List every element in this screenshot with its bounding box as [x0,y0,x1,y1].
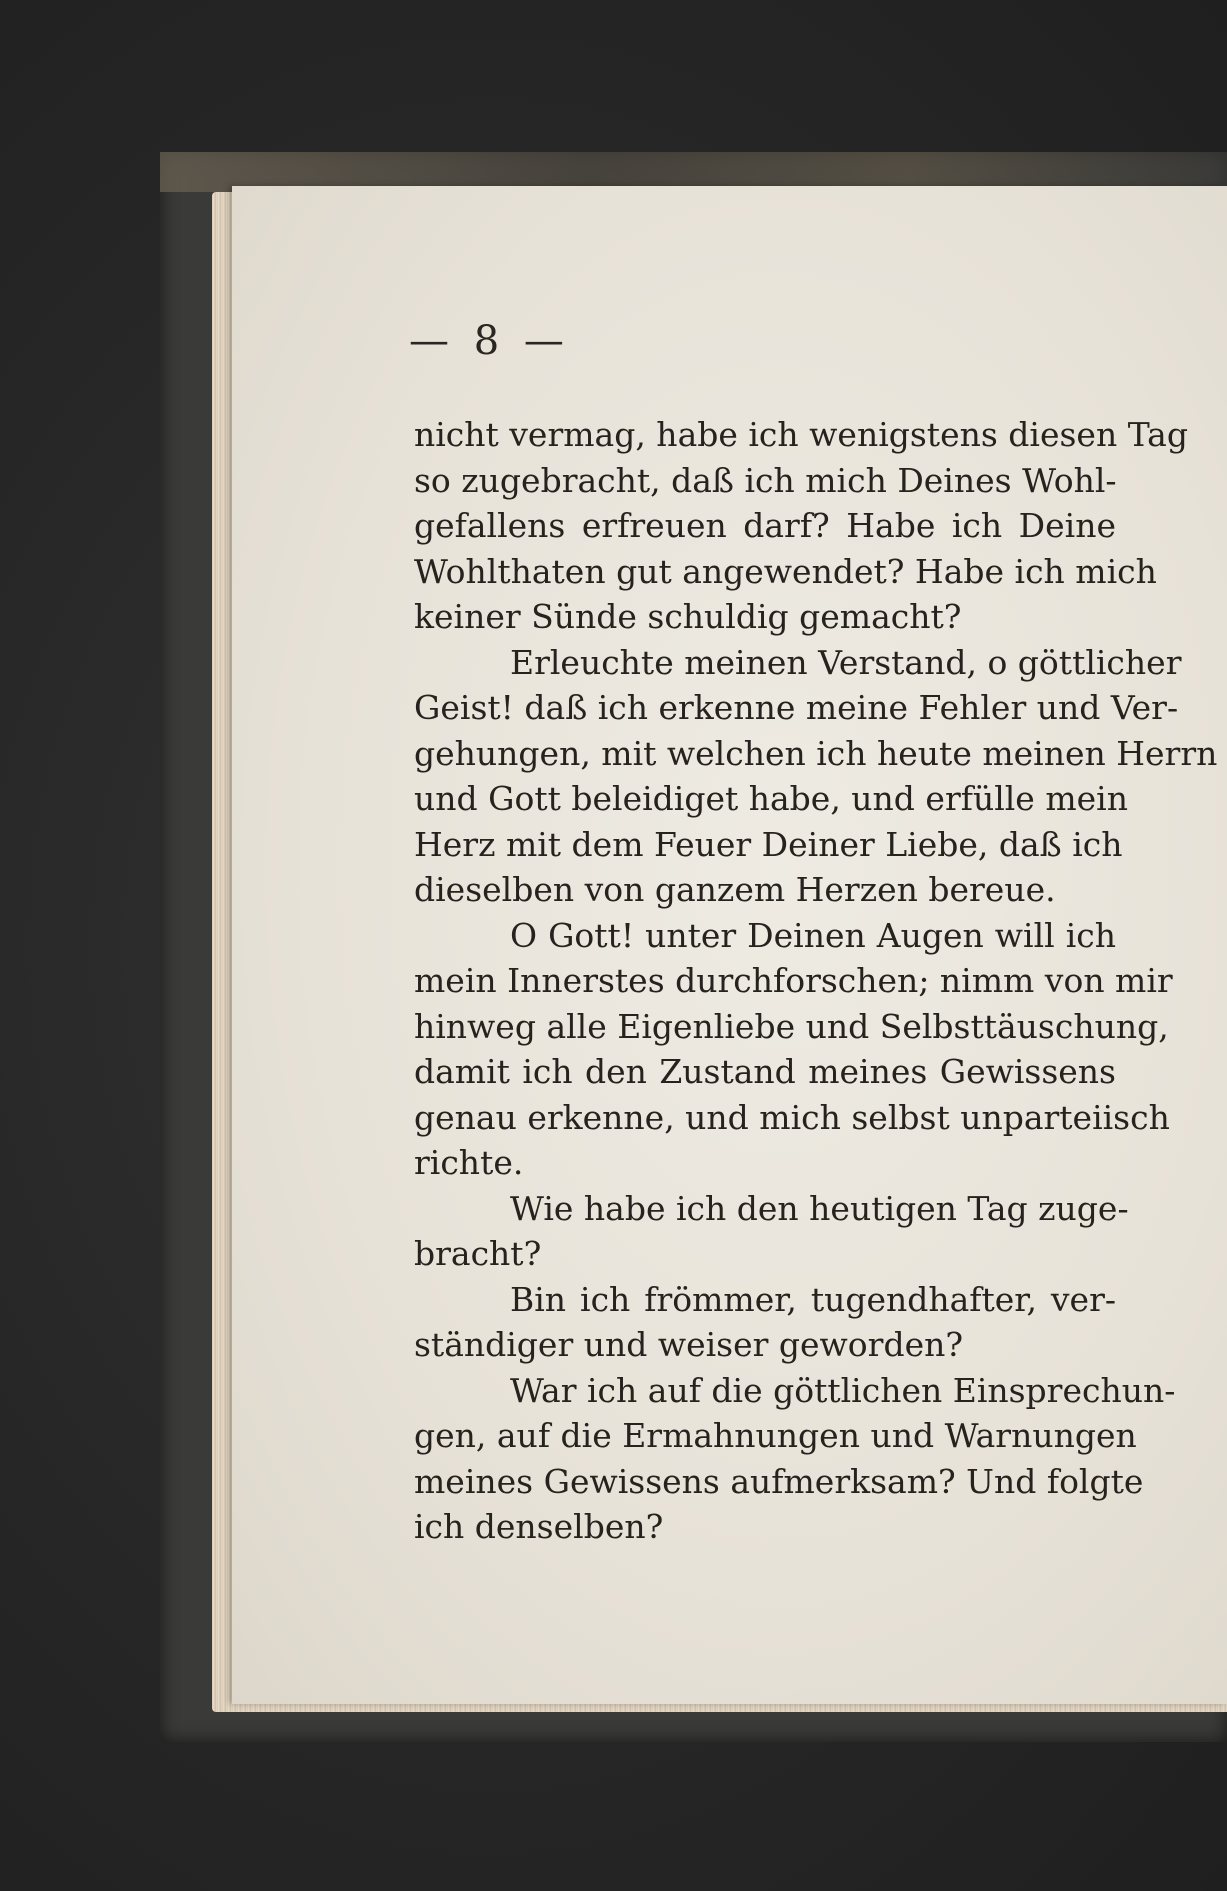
text-line: nicht vermag, habe ich wenigstens diesen Tag [414,415,1188,454]
text-line: ich denselben? [414,1507,664,1546]
text-line: Wie habe ich den heutigen Tag zuge- [510,1188,1129,1228]
text-line: gefallens erfreuen darf? Habe ich Deine [414,506,1116,545]
text-line: Wohlthaten gut angewendet? Habe ich mich [414,551,1157,591]
page-text [414,412,1218,1550]
text-line: meines Gewissens aufmerksam? Und folgte [414,1461,1144,1501]
text-line: Erleuchte meinen Verstand, o göttlicher [510,642,1182,682]
text-line: mein Innerstes durchforschen; nimm von mir [414,961,1173,1000]
text-line: O Gott! unter Deinen Augen will ich [510,915,1116,955]
text-line: gen, auf die Ermahnungen und Warnungen [414,1416,1137,1455]
text-line: Bin ich frömmer, tugendhafter, ver- [510,1279,1116,1319]
text-line: genau erkenne, und mich selbst unparteiisch [414,1097,1170,1137]
text-line: richte. [414,1143,524,1182]
text-line: keiner Sünde schuldig gemacht? [414,597,962,636]
text-line: damit ich den Zustand meines Gewissens [414,1052,1116,1091]
text-line: War ich auf die göttlichen Einsprechun- [510,1370,1176,1410]
text-line: gehungen, mit welchen ich heute meinen Herrn [414,733,1218,773]
text-line: Geist! daß ich erkenne meine Fehler und Ver- [414,688,1179,727]
text-line: ständiger und weiser geworden? [414,1325,964,1364]
text-line: bracht? [414,1234,542,1273]
text-line: und Gott beleidiget habe, und erfülle mein [414,779,1128,818]
text-line: hinweg alle Eigenliebe und Selbsttäuschung, [414,1006,1169,1046]
text-line: Herz mit dem Feuer Deiner Liebe, daß ich [414,824,1123,864]
page-number: — 8 — [409,318,570,364]
text-line: so zugebracht, daß ich mich Deines Wohl- [414,460,1117,500]
text-line: dieselben von ganzem Herzen bereue. [414,870,1056,909]
